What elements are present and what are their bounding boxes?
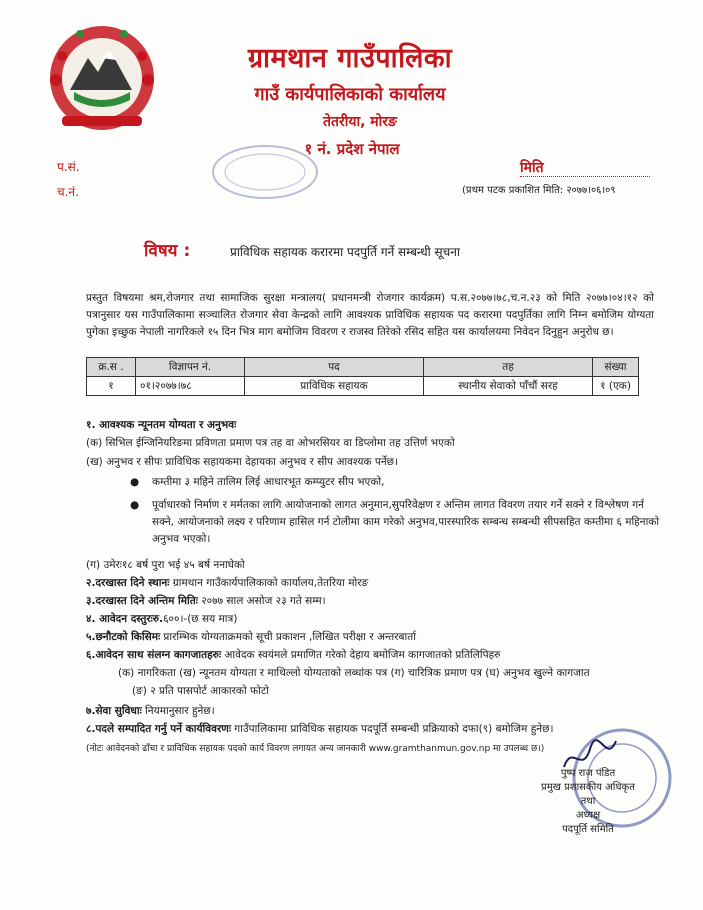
selection-type xyxy=(86,630,416,644)
org-name: ग्रामथान गाउँपालिका xyxy=(247,43,453,74)
published-date: (प्रथम पटक प्रकाशित मिति: २०७७।०६।०९ xyxy=(462,185,616,196)
bullet-icon: ● xyxy=(130,499,140,511)
item-text: गाउँपालिकामा प्राविधिक सहायक पदपूर्ति सम्बन्धी प्रक्रियाको दफा(९) बमोजिम हुनेछ। xyxy=(230,723,554,735)
signatory-role: अध्यक्ष xyxy=(575,810,601,821)
office-stamp-icon xyxy=(210,142,320,202)
item-text: नियमानुसार हुनेछ। xyxy=(141,705,215,717)
skills-list xyxy=(130,474,660,554)
service-facility xyxy=(86,704,215,718)
requirements-heading: १. आवश्यक न्यूनतम योग्यता र अनुभवः xyxy=(86,419,237,431)
item-text: २०७७ साल असोज २३ गते सम्म। xyxy=(197,595,326,607)
table-header-row xyxy=(87,358,639,377)
signatory-committee: पदपूर्ति समिति xyxy=(562,824,614,835)
col-header-count: संख्या xyxy=(593,358,639,377)
item-text: ग्रामथान गाउँकार्यपालिकाको कार्यालय,तेतरिया मोरङ xyxy=(169,577,369,589)
apply-fee xyxy=(86,612,237,626)
skill-text: पूर्वाधारको निर्माण र मर्मतका लागि आयोजनाको लागत अनुमान,सुपरिवेक्षण र अन्तिम लागत विवरण तयार गर्ने सक्ने र विश्लेषण गर्न सक्ने, आयोजनाको लक्ष्य र परिणाम हासिल गर्न टोलीमा काम गरेको अनुभव,पारस्पारिक सम्बन्ध सम्बन्धी सीपसहित कम्तीमा ६ महिनाको अनुभव भएको। xyxy=(152,499,660,545)
signatory-also: तथा xyxy=(580,796,596,807)
age-label: (ग) उमेरः xyxy=(86,559,122,571)
item-text: आवेदक स्वयंमले प्रमाणित गरेको देहाय बमोजिम कागजातको प्रतिलिपिहरु xyxy=(221,649,501,661)
date-line xyxy=(520,176,650,177)
docs-list-2: (ङ) २ प्रति पासपोर्ट आकारको फोटो xyxy=(132,685,269,697)
item-text: प्रारम्भिक योग्यताक्रमको सूची प्रकाशन ,लिखित परीक्षा र अन्तरबार्ता xyxy=(160,631,416,643)
docs-list-1: (क) नागरिकता (ख) न्यूनतम योग्यता र माथिल्लो योग्यताको लब्धांक पत्र (ग) चारित्रिक प्रमाण पत्र (घ) अनुभव खुल्ने कागजात xyxy=(118,667,590,679)
table-row xyxy=(87,377,639,396)
item-label: ७.सेवा सुविधाः xyxy=(86,705,142,717)
signatory-name: पुष्प राज पंडित xyxy=(560,768,616,779)
province-name: १ नं. प्रदेश नेपाल xyxy=(304,140,400,158)
vacancy-table xyxy=(86,357,639,396)
ref-cn: च.नं. xyxy=(57,185,79,199)
item-label: ३.दरखास्त दिने अन्तिम मितिः xyxy=(86,595,198,607)
list-item xyxy=(130,474,660,491)
cell-post: प्राविधिक सहायक xyxy=(245,377,424,396)
item-label: ५.छनौटको किसिमः xyxy=(86,631,161,643)
col-header-post: पद xyxy=(245,358,424,377)
item-label: ८.पदले सम्पादित गर्नु पर्ने कार्यविवरणः xyxy=(86,723,231,735)
cell-count: १ (एक) xyxy=(593,377,639,396)
item-label: ६.आवेदन साथ संलग्न कागजातहरुः xyxy=(86,649,222,661)
footnote: (नोटः आवेदनको ढाँचा र प्राविधिक सहायक पदको कार्य विवरण लगायत अन्य जानकारी www.gramthanmun.gov.np मा उपलब्ध छ।) xyxy=(86,744,545,754)
nepal-emblem-icon xyxy=(40,20,165,138)
cell-level: स्थानीय सेवाको पाँचौं सरह xyxy=(424,377,593,396)
bullet-icon: ● xyxy=(130,476,140,488)
office-location: तेतरीया, मोरङ xyxy=(323,114,397,130)
subject-label: विषय : xyxy=(144,241,191,261)
item-text: ६००।-(छ सय मात्र) xyxy=(163,613,238,625)
item-label: २.दरखास्त दिने स्थानः xyxy=(86,577,170,589)
apply-deadline xyxy=(86,594,326,608)
age-text: १८ बर्ष पुरा भई ४५ बर्ष ननाघेको xyxy=(121,559,245,571)
date-label: मिति xyxy=(520,160,544,176)
intro-paragraph: प्रस्तुत विषयमा श्रम,रोजगार तथा सामाजिक सुरक्षा मन्त्रालय( प्रधानमन्त्री रोजगार कार्यक्रम) प.स.२०७७।७८,च.न.२३ को मिति २०७७।०४।१२ को पत्रानुसार यस गाउँपालिकामा सञ्चालित रोजगार सेवा केन्द्रको लागि आवश्यक प्राविधिक सहायक पद करारमा पदपुर्तिका लागि निम्न बमोजिम योग्यता पुगेका इच्छुक नेपाली नागरिकले १५ दिन भित्र माग बमोजिम विवरण र राजस्व तिरेको रसिद सहित यस कार्यालयमा निवेदन दिनुहुन अनुरोध छ। xyxy=(86,292,654,338)
signatory-title: प्रमुख प्रशासकीय अधिकृत xyxy=(541,782,635,793)
requirement-kha: (ख) अनुभव र सीपः प्राविधिक सहायकमा देहायका अनुभव र सीप आवश्यक पर्नेछ। xyxy=(86,456,399,468)
office-name: गाउँ कार्यपालिकाको कार्यालय xyxy=(254,84,446,105)
col-header-level: तह xyxy=(424,358,593,377)
item-label: ४. आवेदन दस्तुरःरु. xyxy=(86,613,164,625)
attached-docs xyxy=(86,648,500,662)
ref-ps: प.सं. xyxy=(57,160,80,174)
apply-location xyxy=(86,576,368,590)
col-header-sn: क्र.स . xyxy=(87,358,136,377)
job-description xyxy=(86,722,553,736)
cell-ad-no: ०१।२०७७।७८ xyxy=(136,377,245,396)
skill-text: कम्तीमा ३ महिने तालिम लिई आधारभूत कम्प्युटर सीप भएको, xyxy=(152,476,385,488)
list-item xyxy=(130,497,660,548)
requirement-ka: (क) सिभिल ईन्जिनियरिङमा प्रविणता प्रमाण पत्र तह वा ओभरसियर वा डिप्लोमा तह उत्तिर्ण भएको xyxy=(86,437,455,449)
cell-sn: १ xyxy=(87,377,136,396)
col-header-ad-no: विज्ञापन नं. xyxy=(136,358,245,377)
age-requirement xyxy=(86,558,245,572)
signature-block xyxy=(528,765,648,835)
subject-text: प्राविधिक सहायक करारमा पदपुर्ति गर्ने सम्बन्धी सूचना xyxy=(230,245,461,259)
